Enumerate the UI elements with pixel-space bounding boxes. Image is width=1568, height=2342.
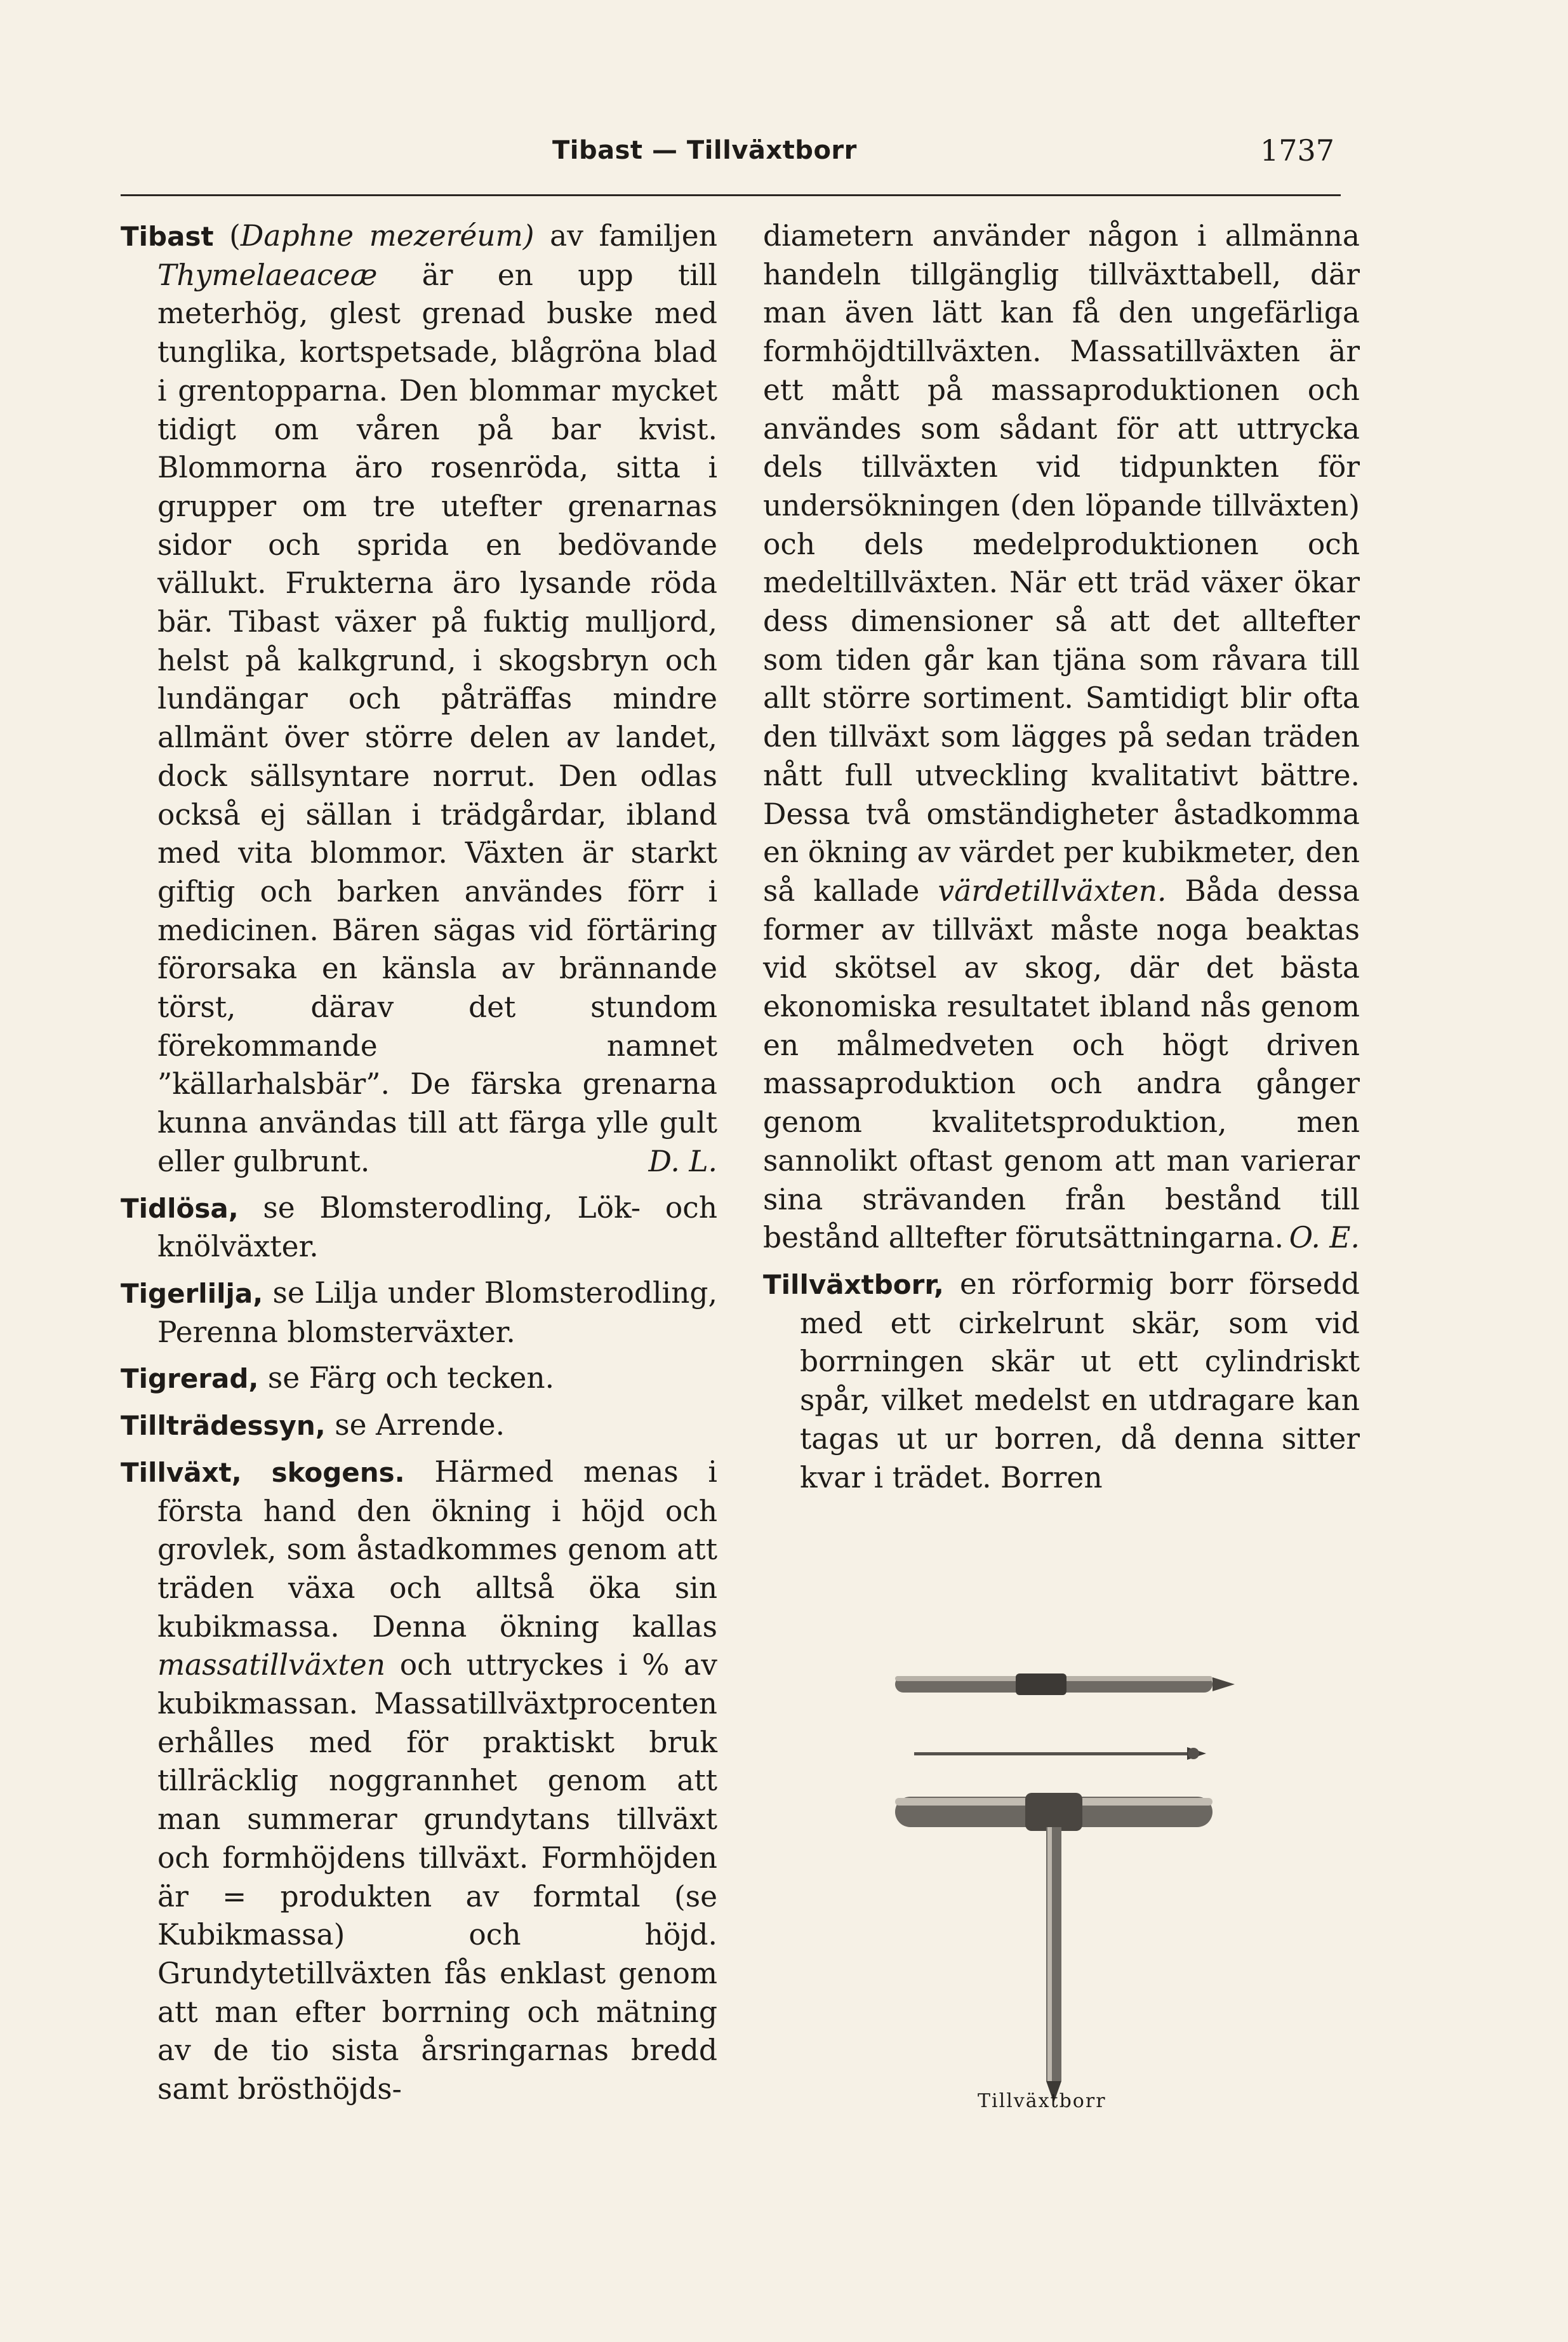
entry-tigrerad bbox=[121, 1359, 717, 1399]
headword: Tigerlilja, bbox=[121, 1277, 263, 1309]
page-title: Tibast — Tillväxtborr bbox=[552, 136, 857, 165]
entry-tillvaxt-skogens bbox=[121, 1453, 717, 2109]
headword: Tillväxtborr, bbox=[763, 1268, 944, 1300]
family-name: Thymelaeaceæ bbox=[157, 258, 378, 292]
increment-borer-illustration-icon bbox=[889, 1651, 1244, 2108]
entry-text: se Arrende. bbox=[325, 1408, 505, 1442]
author-signature: O. E. bbox=[1289, 1221, 1360, 1255]
entry-text: se Lilja under Blomsterodling, Perenna blomsterväxter. bbox=[157, 1275, 717, 1349]
entry-text: Båda dessa former av tillväxt måste noga beaktas vid skötsel av skog, där det bästa ekonomiska resultatet ibland nås genom en målmedveten och högt driven massaproduktion och andra gånger genom kvalitetsproduktion, men sannolikt oftast genom att man varierar sina strävanden från bestånd till bestånd alltefter förutsättningarna. bbox=[763, 874, 1360, 1255]
entry-text: ( bbox=[213, 219, 241, 253]
entry-text: se Blomsterodling, Lök- och knölväxter. bbox=[157, 1190, 717, 1264]
entry-text: diametern använder någon i allmänna handeln tillgänglig tillväxttabell, där man även lätt kan få den ungefärliga formhöjdtillväxten. Massatillväxten är ett mått på massaproduktionen och användes som sådant för att uttrycka dels tillväxten vid tidpunkten för undersökningen (den löpande tillväxten) och dels medelproduktionen och medeltillväxten. När ett träd växer ökar dess dimensioner så att det alltefter som tiden går kan tjäna som råvara till allt större sortiment. Samtidigt blir ofta den tillväxt som lägges på sedan träden nått full utveckling kvalitativt bättre. Dessa två omständigheter åstadkomma en ökning av värdet per kubikmeter, den så kallade bbox=[763, 219, 1360, 908]
extractor-rod-icon bbox=[914, 1747, 1206, 1760]
extractor-tube-icon bbox=[895, 1673, 1235, 1695]
entry-tillvaxtborr bbox=[763, 1265, 1360, 1497]
author-signature: D. L. bbox=[648, 1144, 717, 1178]
headword: Tigrerad, bbox=[121, 1363, 259, 1395]
headword: Tillträdessyn, bbox=[121, 1410, 326, 1442]
left-column bbox=[121, 217, 717, 2117]
entry-tibast bbox=[121, 217, 717, 1181]
entry-text: av familjen bbox=[534, 219, 717, 253]
entry-text: Härmed menas i första hand den ökning i höjd och grovlek, som åstadkommes genom att träden växa och alltså öka sin kubikmassa. Denna ökning kallas bbox=[157, 1454, 717, 1644]
entry-text: är en upp till meterhög, glest grenad buske med tunglika, kortspetsade, blågröna blad i grentopparna. Den blommar mycket tidigt om våren på bar kvist. Blommorna äro rosenröda, sitta i grupper om tre utefter grenarnas sidor och sprida en bedövande vällukt. Frukterna äro lysande röda bär. Tibast växer på fuktig mulljord, helst på kalkgrund, i skogsbryn och lundängar och påträffas mindre allmänt över större delen av landet, dock sällsyntare norrut. Den odlas också ej sällan i trädgårdar, ibland med vita blommor. Växten är starkt giftig och barken användes förr i medicinen. Bären sägas vid förtäring förorsaka en känsla av brännande törst, därav det stundom förekommande namnet ”källarhalsbär”. De färska grenarna kunna användas till att färga ylle gult eller gulbrunt. bbox=[157, 258, 717, 1178]
entry-tilltradessyn bbox=[121, 1406, 717, 1446]
header-rule bbox=[121, 194, 1341, 196]
headword: Tillväxt, skogens. bbox=[121, 1456, 405, 1488]
right-column bbox=[763, 217, 1360, 1505]
entry-continuation bbox=[763, 217, 1360, 1258]
running-head bbox=[0, 133, 1568, 180]
headword: Tidlösa, bbox=[121, 1192, 239, 1224]
italic-term: värdetillväxten. bbox=[938, 874, 1167, 908]
entry-tigerlilja bbox=[121, 1274, 717, 1352]
entry-text: och uttryckes i % av kubikmassan. Massatillväxtprocenten erhålles med för praktiskt bruk tillräcklig noggrannhet genom att man summerar grundytans tillväxt och formhöjdens tillväxt. Formhöjden är = produkten av formtal (se Kubikmassa) och höjd. Grundytetillväxten fås enklast genom att man efter borrning och mätning av de tio sista årsringarnas bredd samt brösthöjds- bbox=[157, 1648, 717, 2106]
page-number: 1737 bbox=[1260, 133, 1335, 168]
latin-name: Daphne mezeréum) bbox=[240, 219, 535, 253]
entry-text: en rörformig borr försedd med ett cirkelrunt skär, som vid borrningen skär ut ett cylindriskt spår, vilket medelst en utdragare kan tagas ut ur borren, då denna sitter kvar i trädet. Borren bbox=[800, 1267, 1360, 1494]
italic-term: massatillväxten bbox=[157, 1648, 386, 1682]
t-handle-borer-icon bbox=[895, 1793, 1213, 2103]
headword: Tibast bbox=[121, 221, 214, 252]
entry-text: se Färg och tecken. bbox=[258, 1361, 555, 1395]
figure-caption: Tillväxtborr bbox=[978, 2090, 1106, 2112]
entry-tidlosa bbox=[121, 1189, 717, 1267]
